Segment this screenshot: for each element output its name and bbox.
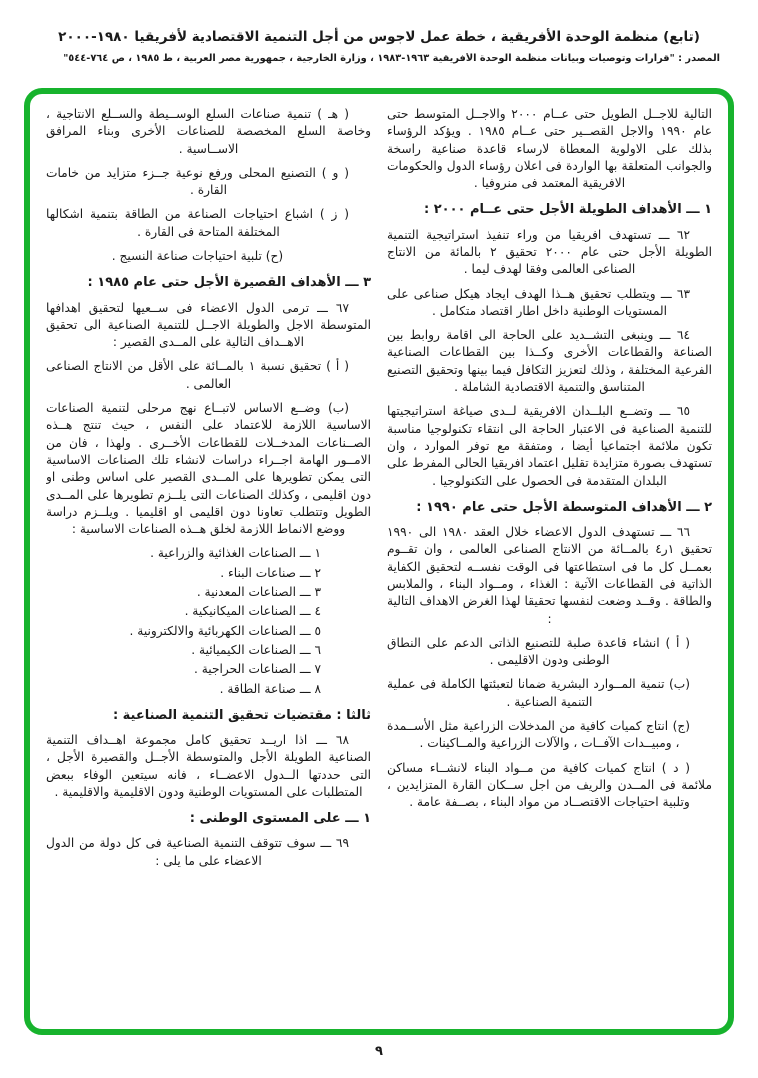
sub-item-d: ( د ) انتاج كميات كافية من مــواد البناء لانشــاء مساكن ملائمة فى المــدن والريف من اجل ســكان القارة المتزايدين ، وتلبية احتياجات الاقتصــاد من مواد البناء ، بصــفة عامة . [387,760,712,810]
page-number: ٩ [375,1044,383,1059]
document-header [38,28,720,64]
sub-item-c: (ج) انتاج كميات كافية من المدخلات الزراعية مثل الأســمدة ، ومبيــدات الآفــات ، والآلات الزراعية والمــاكينات . [387,718,690,751]
list-item-5: ٥ ـــ الصناعات الكهربائية والالكترونية . [129,623,321,638]
section-heading-long-term-goals: ١ ـــ الأهداف الطويلة الأجل حتى عــام ٢٠٠٠ : [424,202,712,218]
paragraph-continuation: التالية للاجــل الطويل حتى عــام ٢٠٠٠ والاجــل المتوسط حتى عام ١٩٩٠ والاجل القصــير حتى عــام ١٩٨٥ . ويؤكد الرؤساء بذلك على الاولوية المعطاة لارساء قاعدة صناعية راسخة والجوانب المتعلقة بها الواردة فى اعلان رؤساء الدول والحكومات الافريقية المعتمد فى منروفيا . [387,107,712,191]
paragraph-65: ٦٥ ـــ وتضــع البلــدان الافريقية لــدى صياغة استراتيجيتها للتنمية الصناعية فى الاعتبار الحاجة الى انتقاء تكنولوجيا مناسبة تكون ملائمة اجتماعيا أيضا ، ومتفقة مع توفر الموارد ، وان تستهدف بصورة متزايدة تقليل اعتماد افريقيا الحالى المفرط على البلدان المتقدمة فى الحصول على التكنولوجيا . [387,404,712,488]
sub-item-b: (ب) تنمية المــوارد البشرية ضمانا لتعبئتها الكاملة فى عملية التنمية الصناعية . [387,677,690,709]
sub-item-w: ( و ) التصنيع المحلى ورفع نوعية جــزء متزايد من خامات القارة . [46,165,349,198]
paragraph-64: ٦٤ ـــ وينبغى التشــديد على الحاجة الى اقامة روابط بين الصناعة والقطاعات الأخرى وكــذا بين القطاعات الصناعية الفرعية المختلفة ، وذلك لتعزيز التكافل فيما بينها وتحقيق التصنيع المتناسق والتنمية الاقتصادية الشاملة . [387,328,712,395]
paragraph-63: ٦٣ ـــ ويتطلب تحقيق هــذا الهدف ايجاد هيكل صناعى على المستويات الوطنية داخل اطار اقتصاد متكامل . [387,286,690,318]
sub-item-a: ( أ ) انشاء قاعدة صلبة للتصنيع الذاتى الدعم على النطاق الوطنى ودون الاقليمى . [387,635,690,668]
list-item-8: ٨ ـــ صناعة الطاقة . [219,681,321,696]
paragraph-67-a: ( أ ) تحقيق نسبة ١ بالمــائة على الأقل من الانتاج الصناعى العالمى . [46,359,349,391]
sub-item-z: ( ز ) اشباع احتياجات الصناعة من الطاقة بتنمية اشكالها المختلفة المتاحة فى القارة . [46,207,349,239]
paragraph-67-b: (ب) وضــع الاساس لاتبــاع نهج مرحلى لتنمية الصناعات الاساسية اللازمة للاعتماد على النفس ، حيث تنتج هــذه الصــناعات المدخــلات للقطاعات الأخــرى . ولهذا ، فان من الامــور الهامة اجــراء دراسات لانشاء تلك الصناعات الاساسية التى يمكن تطويرها على المــدى القصير على اساس وطنى او دون اقليمى ، وكذلك الصناعات التى يلــزم تطويرها على المــدى الطويل وتتطلب تعاونا دون اقليمى او اقليميا . ويلــزم دراسة ووضع الانماط اللازمة لخلق هــذه الصناعات الاساسية : [46,401,371,537]
paragraph-69: ٦٩ ـــ سوف تتوقف التنمية الصناعية فى كل دولة من الدول الاعضاء على ما يلى : [46,836,349,868]
list-item-1: ١ ـــ الصناعات الغذائية والزراعية . [150,546,321,561]
column-right [387,106,712,1019]
page-frame [24,88,734,1035]
list-item-2: ٢ ـــ صناعات البناء . [220,565,321,580]
paragraph-62: ٦٢ ـــ تستهدف افريقيا من وراء تنفيذ استراتيجية التنمية الطويلة الأجل حتى عام ٢٠٠٠ تحقيق ٢ بالمائة من الانتاج الصناعى العالمى وفقا لهدف ليما . [387,227,712,277]
paragraph-68: ٦٨ ـــ اذا اريــد تحقيق كامل مجموعة اهــداف التنمية الصناعية الطويلة الأجل والمتوسطة الأجــل والقصيرة الأجل ، التى حددتها الــدول الاعضــاء ، فانه سيتعين الوفاء ببعض المتطلبات على المستويات الوطنية ودون الاقليمية والاقليمية . [46,732,371,799]
source-citation: المصدر : "قرارات وتوصيات وبيانات منظمة الوحدة الأفريقية ١٩٦٣-١٩٨٣ ، وزارة الخارجية ، جمهورية مصر العربية ، ط ١٩٨٥ ، ص ٧٦٤-٥٤٤" [63,53,720,65]
list-item-6: ٦ ـــ الصناعات الكيميائية . [191,642,321,657]
column-left [46,106,371,1019]
list-item-3: ٣ ـــ الصناعات المعدنية . [196,585,321,600]
section-heading-requirements: ثالثا : مقتضيات تحقيق التنمية الصناعية : [112,707,371,723]
document-title: (تابع) منظمة الوحدة الأفريقية ، خطة عمل لاجوس من أجل التنمية الاقتصادية لأفريقيا ١٩٨٠-٢٠٠٠ [58,29,700,45]
list-item-4: ٤ ـــ الصناعات الميكانيكية . [184,604,321,619]
list-item-7: ٧ ـــ الصناعات الحراجية . [194,662,321,677]
section-heading-medium-term-goals: ٢ ـــ الأهداف المتوسطة الأجل حتى عام ١٩٩٠ : [416,499,712,515]
paragraph-67: ٦٧ ـــ ترمى الدول الاعضاء فى ســعيها لتحقيق اهدافها المتوسطة الاجل والطويلة الاجــل للتنمية الصناعية الى تحقيق الاهــداف التالية على المــدى القصير : [46,300,371,350]
sub-item-h: ( هـ ) تنمية صناعات السلع الوســيطة والســلع الانتاجية ، وخاصة السلع المخصصة للصناعات الأخرى وبناء المرافق الاســاسية . [46,107,371,156]
paragraph-66: ٦٦ ـــ تستهدف الدول الاعضاء خلال العقد ١٩٨٠ الى ١٩٩٠ تحقيق ١ر٤ بالمــائة من الانتاج الصناعى العالمى ، وان تقــوم بعمــل كل ما فى استطاعتها فى الوقت نفســه لتحقيق الكفاية الذاتية فى القطاعات الآتية : الغذاء ، ومــواد البناء ، والملابس والطاقة . وقــد وضعت لنفسها تحقيقا لهذا الغرض الاهداف التالية : [387,525,712,626]
section-heading-short-term-goals: ٣ ـــ الأهداف القصيرة الأجل حتى عام ١٩٨٥ : [87,275,371,291]
section-heading-national-level: ١ ـــ على المستوى الوطنى : [189,811,371,827]
two-column-layout [30,94,728,1029]
sub-item-hh: (ح) تلبية احتياجات صناعة النسيج . [111,249,284,264]
